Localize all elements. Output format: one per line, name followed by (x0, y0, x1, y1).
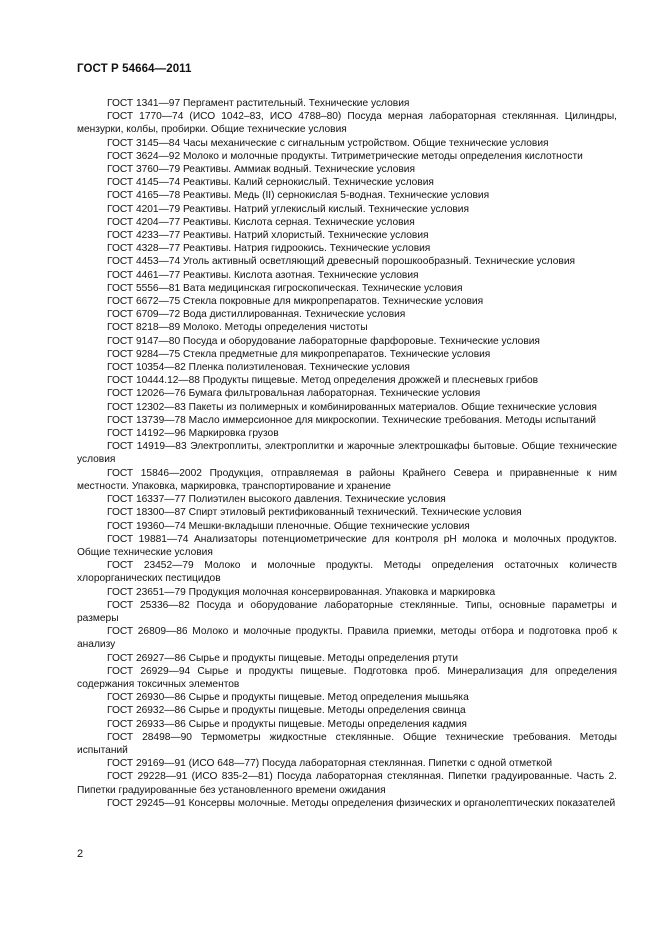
reference-item: ГОСТ 29169—91 (ИСО 648—77) Посуда лабораторная стеклянная. Пипетки с одной отметкой (107, 758, 553, 770)
reference-item: ГОСТ 26930—86 Сырье и продукты пищевые. Метод определения мышьяка (107, 692, 469, 704)
document-header: ГОСТ Р 54664—2011 (77, 63, 192, 75)
reference-item: ГОСТ 15846—2002 Продукция, отправляемая в районы Крайнего Севера и приравненные к ним местности. Упаковка, маркировка, транспортирование и хранение (77, 467, 617, 492)
reference-item: ГОСТ 26933—86 Сырье и продукты пищевые. Методы определения кадмия (107, 718, 467, 730)
reference-item: ГОСТ 23651—79 Продукция молочная консервированная. Упаковка и маркировка (107, 586, 496, 598)
reference-item: ГОСТ 26927—86 Сырье и продукты пищевые. Методы определения ртути (107, 652, 459, 664)
reference-item: ГОСТ 14919—83 Электроплиты, электроплитки и жарочные электрошкафы бытовые. Общие технические условия (77, 441, 617, 466)
reference-item: ГОСТ 4453—74 Уголь активный осветляющий древесный порошкообразный. Технические условия (107, 256, 576, 268)
reference-item: ГОСТ 1341—97 Пергамент растительный. Технические условия (107, 98, 410, 109)
page-number: 2 (77, 848, 84, 860)
reference-item: ГОСТ 1770—74 (ИСО 1042–83, ИСО 4788–80) Посуда мерная лабораторная стеклянная. Цилиндры, мензурки, колбы, пробирки. Общие технические условия (77, 111, 617, 136)
reference-item: ГОСТ 19881—74 Анализаторы потенциометрические для контроля pH молока и молочных продуктов. Общие технические условия (77, 533, 617, 558)
reference-item: ГОСТ 29228—91 (ИСО 835-2—81) Посуда лабораторная стеклянная. Пипетки градуированные. Часть 2. Пипетки градуированные без установленного времени ожидания (77, 771, 617, 796)
reference-item: ГОСТ 3145—84 Часы механические с сигнальным устройством. Общие технические условия (107, 137, 549, 149)
reference-item: ГОСТ 9284—75 Стекла предметные для микропрепаратов. Технические условия (107, 348, 491, 360)
reference-item: ГОСТ 10444.12—88 Продукты пищевые. Метод определения дрожжей и плесневых грибов (107, 375, 539, 387)
reference-item: ГОСТ 5556—81 Вата медицинская гигроскопическая. Технические условия (107, 282, 463, 294)
reference-item: ГОСТ 4201—79 Реактивы. Натрий углекислый кислый. Технические условия (107, 203, 470, 215)
reference-item: ГОСТ 4165—78 Реактивы. Медь (II) сернокислая 5-водная. Технические условия (107, 190, 490, 202)
reference-item: ГОСТ 4461—77 Реактивы. Кислота азотная. Технические условия (107, 269, 419, 281)
reference-item: ГОСТ 3624—92 Молоко и молочные продукты. Титриметрические методы определения кислотности (107, 150, 583, 162)
reference-item: ГОСТ 26809—86 Молоко и молочные продукты. Правила приемки, методы отбора и подготовка проб к анализу (77, 626, 617, 651)
reference-item: ГОСТ 26929—94 Сырье и продукты пищевые. Подготовка проб. Минерализация для определения содержания токсичных элементов (77, 665, 617, 690)
reference-item: ГОСТ 18300—87 Спирт этиловый ректификованный технический. Технические условия (107, 507, 522, 519)
reference-item: ГОСТ 14192—96 Маркировка грузов (107, 428, 279, 440)
reference-item: ГОСТ 8218—89 Молоко. Методы определения чистоты (107, 322, 368, 334)
normative-references-list (77, 97, 617, 810)
reference-item: ГОСТ 10354—82 Пленка полиэтиленовая. Технические условия (107, 362, 410, 374)
reference-item: ГОСТ 4204—77 Реактивы. Кислота серная. Технические условия (107, 216, 415, 228)
reference-item: ГОСТ 25336—82 Посуда и оборудование лабораторные стеклянные. Типы, основные параметры и размеры (77, 599, 617, 624)
reference-item: ГОСТ 4233—77 Реактивы. Натрий хлористый. Технические условия (107, 230, 429, 242)
reference-item: ГОСТ 23452—79 Молоко и молочные продукты. Методы определения остаточных количеств хлорорганических пестицидов (77, 560, 617, 585)
reference-item: ГОСТ 3760—79 Реактивы. Аммиак водный. Технические условия (107, 164, 416, 176)
reference-item: ГОСТ 28498—90 Термометры жидкостные стеклянные. Общие технические требования. Методы испытаний (77, 731, 617, 756)
reference-item: ГОСТ 16337—77 Полиэтилен высокого давления. Технические условия (107, 494, 446, 506)
reference-item: ГОСТ 4328—77 Реактивы. Натрия гидроокись. Технические условия (107, 243, 431, 255)
reference-item: ГОСТ 12026—76 Бумага фильтровальная лабораторная. Технические условия (107, 388, 481, 400)
reference-item: ГОСТ 19360—74 Мешки-вкладыши пленочные. Общие технические условия (107, 520, 470, 532)
reference-item: ГОСТ 4145—74 Реактивы. Калий сернокислый. Технические условия (107, 177, 434, 189)
reference-item: ГОСТ 6672—75 Стекла покровные для микропрепаратов. Технические условия (107, 296, 484, 308)
reference-item: ГОСТ 6709—72 Вода дистиллированная. Технические условия (107, 309, 406, 321)
reference-item: ГОСТ 9147—80 Посуда и оборудование лабораторные фарфоровые. Технические условия (107, 335, 540, 347)
reference-item: ГОСТ 29245—91 Консервы молочные. Методы определения физических и органолептических показателей (107, 797, 616, 809)
reference-item: ГОСТ 26932—86 Сырье и продукты пищевые. Методы определения свинца (107, 705, 466, 717)
reference-item: ГОСТ 12302—83 Пакеты из полимерных и комбинированных материалов. Общие технические условия (107, 401, 597, 413)
reference-item: ГОСТ 13739—78 Масло иммерсионное для микроскопии. Технические требования. Методы испытаний (107, 414, 596, 426)
